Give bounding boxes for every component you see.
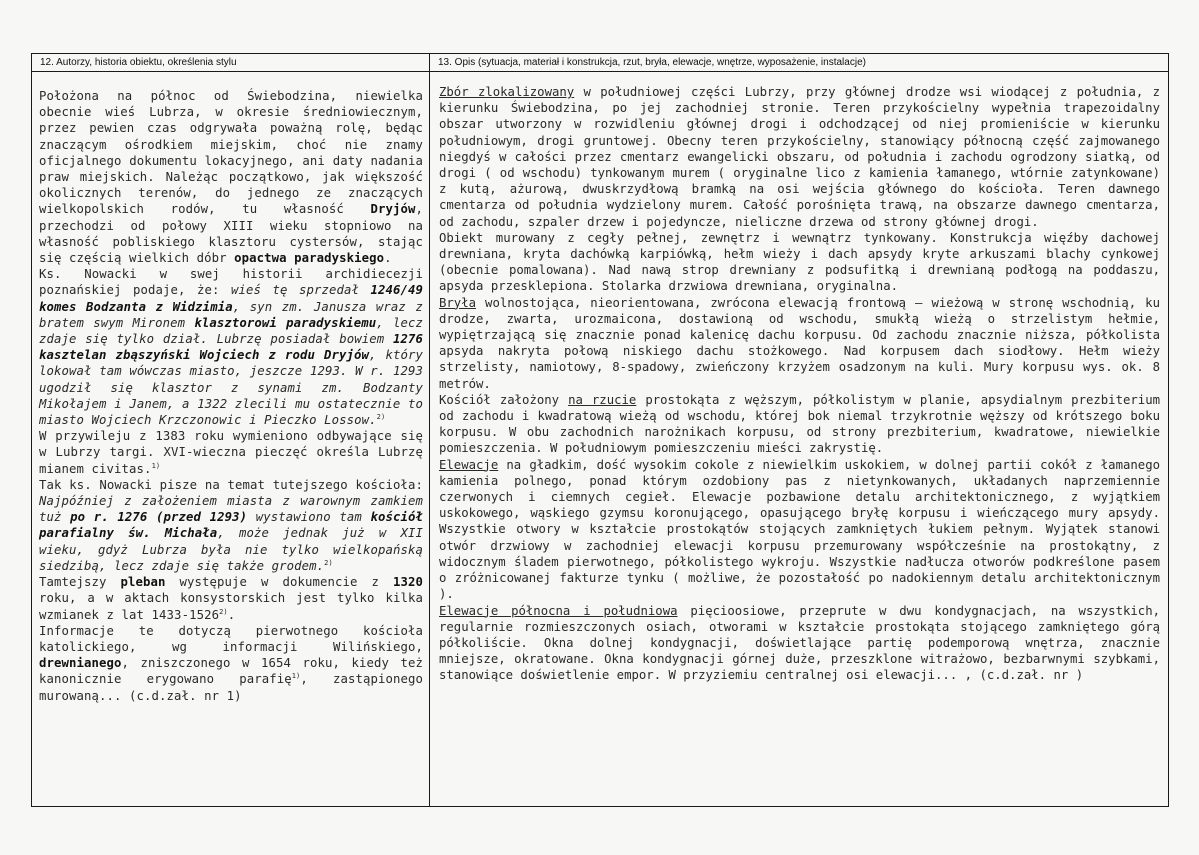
paragraph	[39, 477, 423, 574]
footnote-ref: 1)	[291, 672, 301, 681]
paragraph	[39, 88, 423, 266]
text-run: Położona na północ od Świebodzina, niewielka obecnie wieś Lubrza, w okresie średniowiecznym, przez pewien czas odgrywała poważną rolę, będąc znaczącym ośrodkiem miejskim, choć nie znamy oficjalnego dokumentu lokacyjnego, ani daty nadania praw miejskich. Należąc początkowo, jak większość okolicznych terenów, do jednego ze znaczących wielkopolskich rodów, tu własność	[39, 89, 423, 217]
paragraph	[39, 266, 423, 428]
text-run: występuje w dokumencie z	[165, 575, 393, 590]
text-run: Elewacje	[439, 457, 499, 472]
paragraph	[439, 392, 1160, 457]
paragraph	[439, 603, 1160, 684]
text-run: Bryła	[439, 295, 477, 310]
footnote-ref: 1)	[151, 461, 161, 470]
paragraph	[39, 428, 423, 477]
footnote-ref: 2)	[324, 558, 333, 567]
text-run: Tak ks. Nowacki pisze na temat tutejszego kościoła:	[39, 477, 423, 492]
text-run: W przywileju z 1383 roku wymieniono odbywające się w Lubrzy targi. XVI-wieczna pieczęć określa Lubrzę mianem civitas.	[39, 429, 423, 476]
text-run: , syn zm. Janusza wraz z bratem swym Mironem	[39, 299, 423, 330]
text-run: na gładkim, dość wysokim cokole z niewielkim uskokiem, w dolnej partii cokół z łamanego kamienia polnego, ponad którym ozdobiony pas z nietynkowanych, układanych naprzemiennie czerwonych i ciemnych cegieł. Elewacje pozbawione detalu architektonicznego, z wyjątkiem uskokowego, wąskiego gzymsu koronującego, opasującego bryłę korpusu i wieńczącego mury apsydy. Wszystkie otwory w kształcie prostokątów stojących zamkniętych łukiem pełnym. Wyjątek stanowi otwór drzwiowy w zachodniej elewacji korpusu przemurowany współcześnie na prostokątny, z widocznym śladem pierwotnego, półkolistego wykroju. Wszystkie nadłucza otworów podkreślone pasem o zróżnicowanej fakturze tynku ( możliwe, że pozostałość po nadokiennym detalu architektonicznym ).	[439, 457, 1160, 602]
text-run: Obiekt murowany z cegły pełnej, zewnętrz i wewnątrz tynkowany. Konstrukcja więźby dachowej drewniana, kryta dachówką karpiówką, hełm wieży i dach apsydy kryte arkuszami blachy cynkowej (obecnie pomalowana). Nad nawą strop drewniany z podsufitką i drewnianą podłogą na poddaszu, apsyda przesklepiona. Stolarka drzwiowa drewniana, oryginalna.	[439, 230, 1160, 294]
history-body	[32, 72, 429, 704]
text-run: .	[227, 607, 236, 622]
text-run: wieś tę sprzedał	[231, 283, 371, 298]
text-run: , lecz zdaje się tylko dział. Lubrzę posiadał bowiem	[39, 315, 423, 347]
paragraph	[39, 623, 423, 704]
text-run: w południowej części Lubrzy, przy głównej drodze wsi wiodącej z południa, z kierunku Świebodzina, po jej zachodniej stronie. Teren przykościelny wypełnia trapezoidalny obszar utworzony w rozwidleniu głównej drogi i odchodzącej od niej promieniście w kierunku południowym, drogi gruntowej. Obecny teren przykościelny, stanowiący północną część zajmowanego niegdyś w całości przez cmentarz ewangelicki obszaru, od południa i zachodu ogrodzony siatką, od drogi ( od wschodu) tynkowanym murem ( oryginalne lico z kamienia łamanego, wtórnie zatynkowane) z kutą, ażurową, dwuskrzydłową bramką na osi wejścia głównego do kościoła. Teren dawnego cmentarza od południa wydzielony murem. Całość porośnięta trawą, na obszarze dawnego cmentarza, od zachodu, szpaler drzew i pojedyncze, nieliczne drzewa od strony głównej drogi.	[439, 85, 1161, 229]
text-run: , przechodzi od połowy XIII wieku stopniowo na własność pobliskiego klasztoru cystersów, stając się częścią wielkich dóbr	[39, 202, 423, 266]
text-run: Ks. Nowacki w swej historii archidiecezji poznańskiej podaje, że:	[39, 267, 423, 298]
text-run: Kościół założony	[439, 392, 569, 407]
text-run: wolnostojąca, nieorientowana, zwrócona elewacją frontową – wieżową w stronę wschodnią, ku drodze, zwarta, urozmaicona, dostawioną od wschodu, smukłą wieżą o strzelistym hełmie, wypiętrzającą się znacznie ponad kalenicę dachu korpusu. Od zachodu znacznie niższa, półkolista apsyda nakryta połową niskiego dachu stożkowego. Nad korpusem dach siodłowy. Hełm wieży strzelisty, namiotowy, 8-spadowy, zwieńczony krzyżem osadzonym na kuli. Mury korpusu wys. ok. 8 metrów.	[439, 295, 1160, 391]
text-run: prostokąta z węższym, półkolistym w planie, apsydialnym prezbiterium od zachodu i kwadratową wieżą od wschodu, której bok niemal trzykrotnie węższy od krótszego boku korpusu. W obu zachodnich narożnikach korpusu, od strony prezbiterium, kwadratowe, niewielkie pomieszczenia. W południowym pomieszczeniu mieści zakrystię.	[439, 392, 1161, 456]
text-run: po r. 1276 (przed 1293)	[70, 510, 248, 525]
text-run: 1276 kasztelan zbąszyński Wojciech z rodu Dryjów	[39, 332, 423, 363]
record-sheet	[31, 53, 1169, 807]
description-header: 13. Opis (sytuacja, materiał i konstrukcja, rzut, bryła, elewacje, wnętrze, wyposażenie, instalacje)	[430, 54, 1168, 72]
paragraph	[439, 230, 1160, 295]
text-run: , zastąpionego murowaną... (c.d.zał. nr 1)	[39, 672, 423, 703]
text-run: kościół parafialny św. Michała	[39, 510, 423, 541]
text-run: Najpóźniej z założeniem miasta z warownym zamkiem tuż	[39, 494, 423, 525]
text-run: opactwa paradyskiego	[234, 251, 385, 266]
text-run: pięcioosiowe, przeprute w dwu kondygnacjach, na wszystkich, regularnie rozmieszczonych osiach, otworami w kształcie prostokąta stojącego zamkniętego górą półkoliście. Okna dolnej kondygnacji, doświetlające partię podemporową wnętrza, znacznie mniejsze, okratowane. Okna kondygnacji górnej duże, przeszklone witrażowo, bezbarwnymi szybkami, stanowiące doświetlenie empor. W przyziemiu centralnej osi elewacji... , (c.d.zał. nr )	[439, 603, 1160, 683]
text-run: , który lokował tam wówczas miasto, jeszcze 1293. W r. 1293 ugodził się klasztor z synami zm. Bodzanty Mikołajem i Janem, a 1322 zlecili mu ostatecznie to miasto Wojciech Krzczonowic i Pieczko Lossow.	[39, 348, 423, 428]
text-run: 1320	[392, 575, 423, 590]
text-run: Elewacje północna i południowa	[439, 603, 678, 618]
text-run: Zbór zlokalizowany	[439, 85, 575, 99]
text-run: , może jednak już w XII wieku, gdyż Lubrza była nie tylko wielkopańską siedzibą, lecz zdaje się także grodem.	[39, 526, 424, 573]
text-run: klasztorowi paradyskiemu	[194, 315, 377, 330]
history-header: 12. Autorzy, historia obiektu, określenia stylu	[32, 54, 429, 72]
footnote-ref: 2)	[219, 607, 228, 616]
description-body	[430, 72, 1168, 684]
description-column	[430, 54, 1168, 806]
paragraph	[439, 295, 1160, 392]
text-run: Dryjów	[370, 202, 416, 217]
text-run: .	[384, 251, 392, 266]
paragraph	[439, 84, 1160, 230]
text-run: 1246/49 komes Bodzanta z Widzimia	[39, 283, 423, 314]
text-run: roku, a w aktach konsystorskich jest tylko kilka wzmianek z lat 1433-1526	[39, 591, 423, 622]
text-run: Informacje te dotyczą pierwotnego kościoła katolickiego, wg informacji Wilińskiego,	[39, 623, 423, 654]
text-run: drewnianego	[39, 656, 122, 671]
text-run: pleban	[120, 575, 166, 590]
text-run: na rzucie	[568, 392, 637, 407]
text-run: , zniszczonego w 1654 roku, kiedy też kanonicznie erygowano parafię	[39, 656, 423, 687]
text-run: wystawiono tam	[247, 510, 371, 525]
paragraph	[439, 457, 1160, 603]
text-run: Tamtejszy	[39, 575, 121, 590]
history-column	[32, 54, 430, 806]
footnote-ref: 2)	[376, 412, 386, 421]
paragraph	[39, 574, 423, 623]
